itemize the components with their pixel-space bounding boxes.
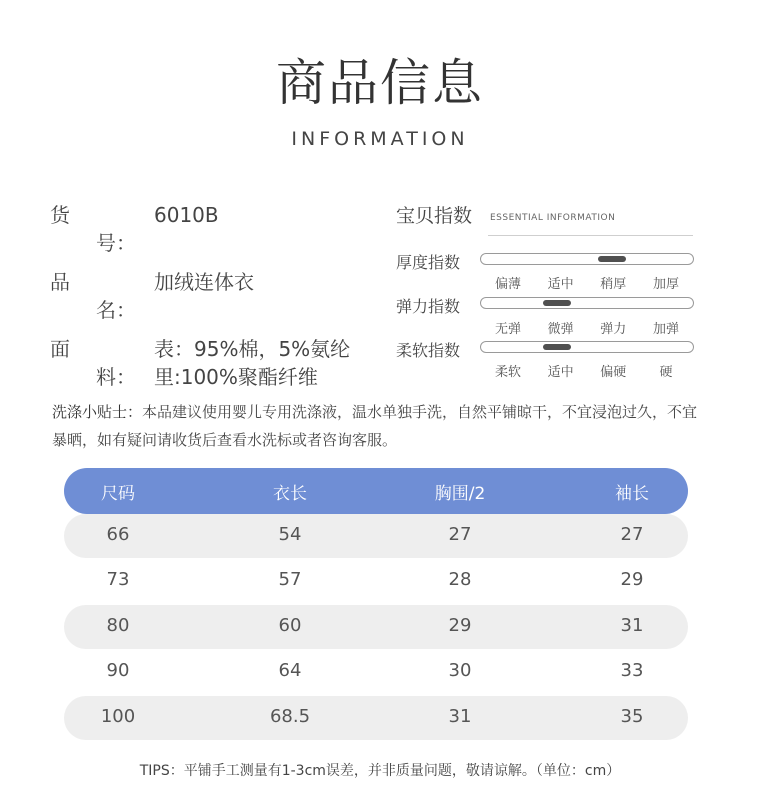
softness-index-scale <box>480 361 694 380</box>
table-cell: 28 <box>448 569 472 590</box>
header-sleeve: 袖长 <box>615 484 649 504</box>
table-cell: 54 <box>278 524 302 545</box>
header-size: 尺码 <box>101 484 135 504</box>
scale-label: 偏硬 <box>600 365 627 380</box>
scale-label: 适中 <box>547 365 574 380</box>
product-name-label-1: 品 <box>50 270 70 294</box>
scale-label: 微弹 <box>547 322 574 337</box>
item-number-label-1: 货 <box>50 203 70 227</box>
table-cell: 90 <box>106 660 130 681</box>
scale-label: 加厚 <box>652 277 679 292</box>
table-cell: 27 <box>620 524 644 545</box>
table-cell: 29 <box>620 569 644 590</box>
scale-label: 柔软 <box>494 365 521 380</box>
table-cell: 57 <box>278 569 302 590</box>
wash-tips <box>52 398 712 454</box>
item-number-value: 6010B <box>154 203 219 227</box>
table-row <box>64 696 688 740</box>
elasticity-index-track <box>480 297 694 309</box>
scale-label: 硬 <box>659 365 673 380</box>
index-subtitle: ESSENTIAL INFORMATION <box>490 213 616 223</box>
table-cell: 60 <box>278 615 302 636</box>
softness-index-track <box>480 341 694 353</box>
fabric-label-2: 料： <box>96 365 136 389</box>
index-divider <box>488 235 693 236</box>
size-table-header <box>64 468 688 514</box>
table-cell: 66 <box>106 524 130 545</box>
table-cell: 35 <box>620 706 644 727</box>
scale-label: 加弹 <box>652 322 679 337</box>
table-cell: 100 <box>100 706 136 727</box>
table-cell: 31 <box>620 615 644 636</box>
elasticity-index-label: 弹力指数 <box>396 297 461 316</box>
scale-label: 稍厚 <box>600 277 627 292</box>
thickness-index-marker <box>598 256 626 262</box>
wash-tips-label: 洗涤小贴士： <box>52 403 143 421</box>
thickness-index-scale <box>480 273 694 292</box>
table-cell: 73 <box>106 569 130 590</box>
elasticity-index-marker <box>543 300 571 306</box>
fabric-lining: 里:100%聚酯纤维 <box>154 365 318 389</box>
scale-label: 无弹 <box>494 322 521 337</box>
fabric-label-1: 面 <box>50 337 70 361</box>
table-cell: 80 <box>106 615 130 636</box>
header-chest: 胸围/2 <box>434 484 486 504</box>
table-cell: 29 <box>448 615 472 636</box>
header-length: 衣长 <box>273 484 307 504</box>
softness-index-marker <box>543 344 571 350</box>
table-row <box>64 605 688 649</box>
table-row <box>64 650 688 694</box>
table-cell: 68.5 <box>269 706 311 727</box>
page-subtitle: INFORMATION <box>291 128 469 150</box>
table-cell: 30 <box>448 660 472 681</box>
scale-label: 适中 <box>547 277 574 292</box>
softness-index-label: 柔软指数 <box>396 341 461 360</box>
table-row <box>64 514 688 558</box>
product-name-value: 加绒连体衣 <box>154 270 254 294</box>
fabric-outer: 表：95%棉，5%氨纶 <box>154 337 351 361</box>
scale-label: 偏薄 <box>494 277 521 292</box>
table-cell: 64 <box>278 660 302 681</box>
table-cell: 31 <box>448 706 472 727</box>
elasticity-index-scale <box>480 318 694 337</box>
item-number-row <box>50 201 219 257</box>
table-row <box>64 559 688 603</box>
thickness-index-label: 厚度指数 <box>396 253 461 272</box>
table-cell: 33 <box>620 660 644 681</box>
item-number-label-2: 号： <box>96 231 136 255</box>
table-cell: 27 <box>448 524 472 545</box>
fabric-row <box>50 335 350 391</box>
product-name-label-2: 名： <box>96 298 136 322</box>
product-name-row <box>50 268 254 324</box>
wash-tips-text: 本品建议使用婴儿专用洗涤液，温水单独手洗，自然平铺晾干，不宜浸泡过久，不宜暴晒，如有疑问请收货后查看水洗标或者咨询客服。 <box>52 403 698 449</box>
measurement-tips: TIPS：平铺手工测量有1-3cm误差，并非质量问题，敬请谅解。（单位：cm） <box>139 763 621 779</box>
scale-label: 弹力 <box>600 322 627 337</box>
page-title: 商品信息 <box>276 54 484 112</box>
thickness-index-track <box>480 253 694 265</box>
index-title: 宝贝指数 <box>396 205 473 227</box>
